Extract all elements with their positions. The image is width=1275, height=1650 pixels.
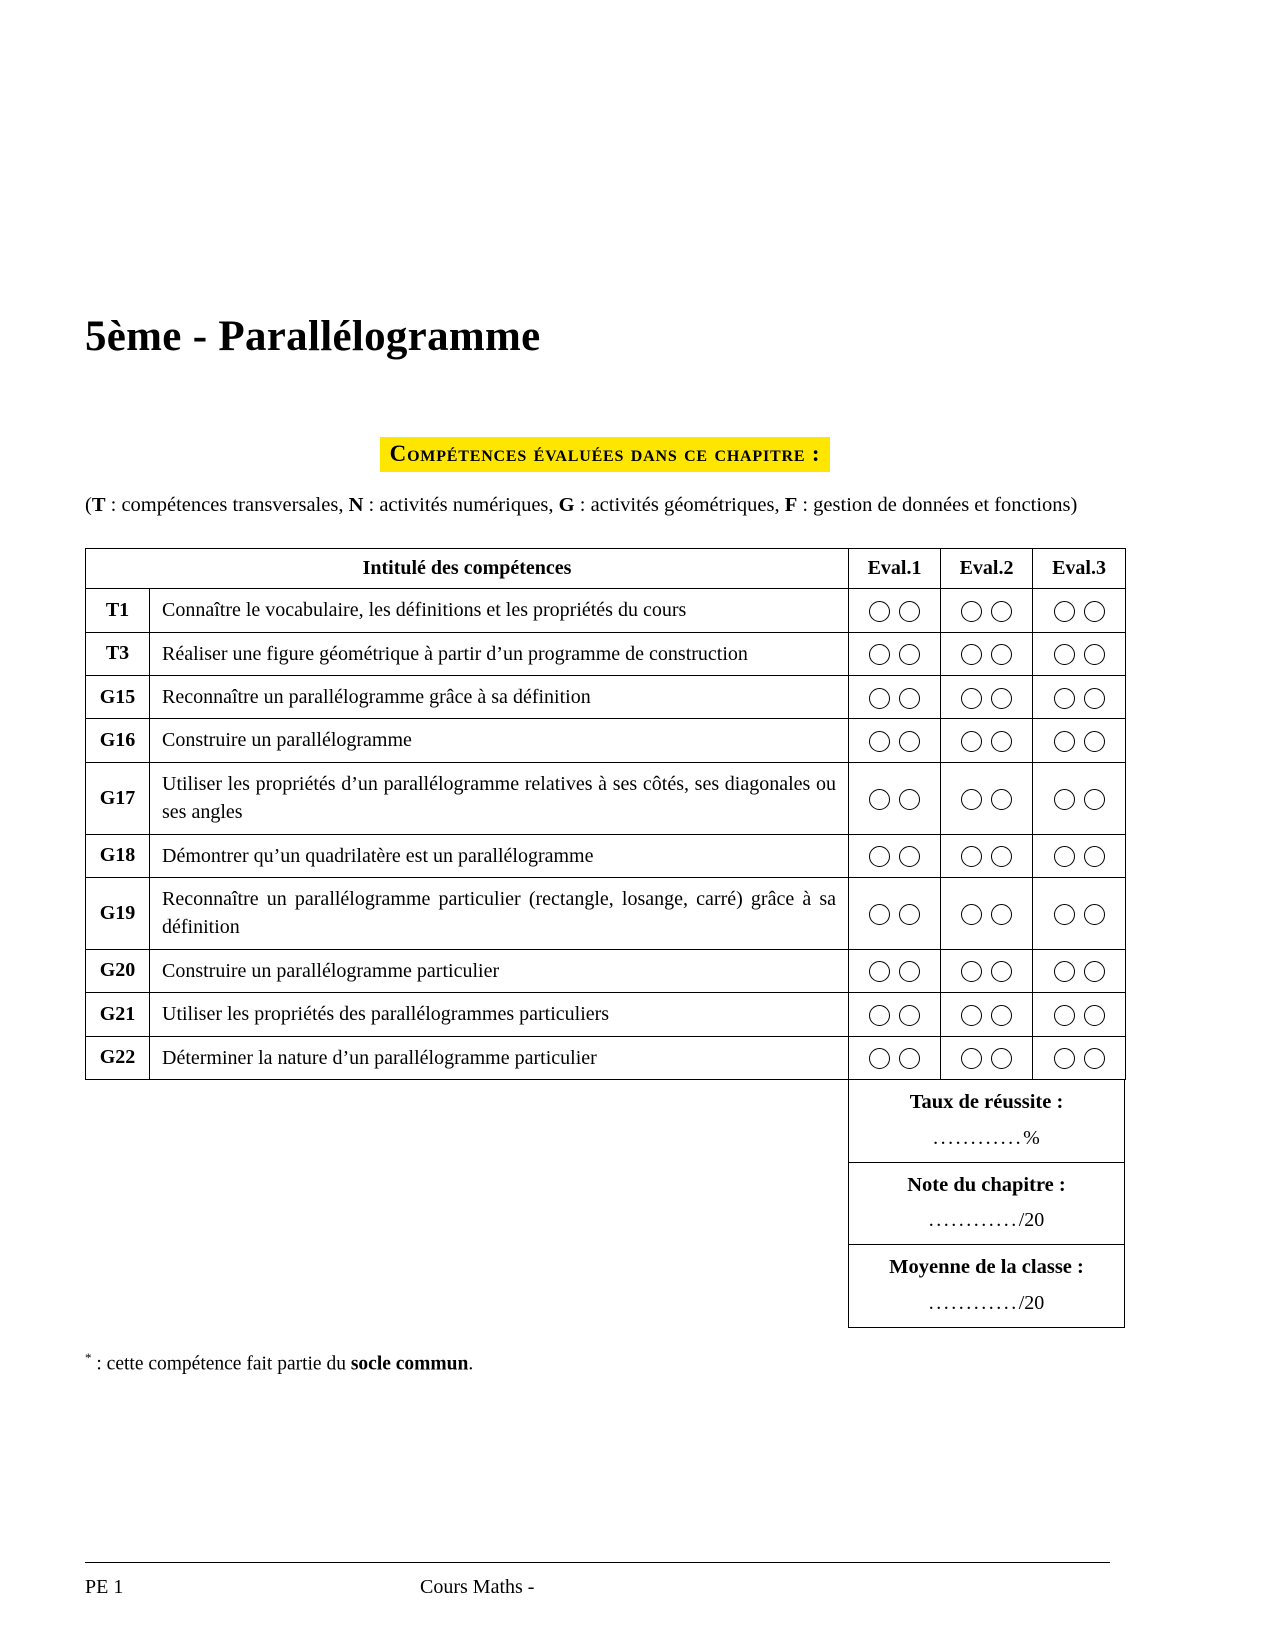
header-row xyxy=(86,549,1126,589)
summary-box-taux xyxy=(849,1080,1124,1162)
eval-circle-icon xyxy=(869,1048,890,1069)
eval-circle-icon xyxy=(869,601,890,622)
header-eval1: Eval.1 xyxy=(849,549,941,589)
intro-text: : activités géométriques, xyxy=(574,494,785,517)
intro-text: ( xyxy=(85,494,92,517)
intro-text: : compétences transversales, xyxy=(105,494,349,517)
eval-circle-icon xyxy=(1054,789,1075,810)
eval-circle-icon xyxy=(1084,644,1105,665)
table-row xyxy=(86,993,1126,1036)
eval-circle-icon xyxy=(1084,1048,1105,1069)
competence-code: G17 xyxy=(86,762,150,834)
eval-circle-icon xyxy=(1054,904,1075,925)
eval-circle-icon xyxy=(961,601,982,622)
eval-circle-icon xyxy=(869,904,890,925)
eval-circle-icon xyxy=(961,644,982,665)
eval2-cell xyxy=(941,589,1033,632)
competence-code: T1 xyxy=(86,589,150,632)
eval-circle-icon xyxy=(869,961,890,982)
table-row xyxy=(86,834,1126,877)
chapter-heading-highlight: Compétences évaluées dans ce chapitre : xyxy=(380,437,831,472)
intro-text: : gestion de données et fonctions) xyxy=(797,494,1078,517)
eval-circle-icon xyxy=(1054,731,1075,752)
footnote-star: * xyxy=(85,1350,92,1366)
eval1-cell xyxy=(849,589,941,632)
eval-circle-icon xyxy=(899,1048,920,1069)
eval3-cell xyxy=(1033,762,1126,834)
eval1-cell xyxy=(849,675,941,718)
eval-circle-icon xyxy=(899,904,920,925)
competence-code: G18 xyxy=(86,834,150,877)
eval1-cell xyxy=(849,834,941,877)
eval-circle-icon xyxy=(899,1005,920,1026)
competence-code: G19 xyxy=(86,877,150,949)
eval1-cell xyxy=(849,1036,941,1079)
header-eval2: Eval.2 xyxy=(941,549,1033,589)
eval-circle-icon xyxy=(1084,601,1105,622)
eval-circle-icon xyxy=(961,688,982,709)
summary-value xyxy=(849,1127,1124,1150)
page-title: 5ème - Parallélogramme xyxy=(85,313,541,360)
eval3-cell xyxy=(1033,1036,1126,1079)
competence-code: G20 xyxy=(86,949,150,992)
header-eval3: Eval.3 xyxy=(1033,549,1126,589)
table-row xyxy=(86,589,1126,632)
eval-circle-icon xyxy=(899,961,920,982)
eval-circle-icon xyxy=(1054,846,1075,867)
intro-bold-letter: T xyxy=(91,494,106,517)
competence-code: G15 xyxy=(86,675,150,718)
table-row xyxy=(86,675,1126,718)
eval-circle-icon xyxy=(991,904,1012,925)
eval1-cell xyxy=(849,949,941,992)
eval-circle-icon xyxy=(961,904,982,925)
eval-circle-icon xyxy=(899,846,920,867)
eval3-cell xyxy=(1033,993,1126,1036)
summary-label: Moyenne de la classe : xyxy=(889,1256,1084,1279)
table-row xyxy=(86,1036,1126,1079)
eval-circle-icon xyxy=(869,644,890,665)
eval3-cell xyxy=(1033,589,1126,632)
competence-label: Construire un parallélogramme xyxy=(150,719,849,762)
eval-circle-icon xyxy=(869,731,890,752)
dotted-line: ............ xyxy=(928,1292,1019,1315)
eval-circle-icon xyxy=(1084,846,1105,867)
competence-code: T3 xyxy=(86,632,150,675)
summary-value xyxy=(849,1209,1124,1232)
competence-code: G16 xyxy=(86,719,150,762)
eval-circle-icon xyxy=(1054,1005,1075,1026)
footnote-bold: socle commun xyxy=(350,1353,469,1375)
eval-circle-icon xyxy=(899,601,920,622)
summary-label: Taux de réussite : xyxy=(909,1090,1064,1113)
eval3-cell xyxy=(1033,949,1126,992)
dotted-line: ............ xyxy=(933,1126,1024,1149)
eval-circle-icon xyxy=(899,731,920,752)
eval-circle-icon xyxy=(991,731,1012,752)
competence-code: G22 xyxy=(86,1036,150,1079)
eval-circle-icon xyxy=(899,688,920,709)
eval1-cell xyxy=(849,877,941,949)
eval2-cell xyxy=(941,949,1033,992)
intro-bold-letter: F xyxy=(784,494,798,517)
eval2-cell xyxy=(941,1036,1033,1079)
summary-label: Note du chapitre : xyxy=(907,1173,1066,1196)
eval2-cell xyxy=(941,877,1033,949)
eval-circle-icon xyxy=(991,961,1012,982)
competence-label: Utiliser les propriétés d’un parallélogramme relatives à ses côtés, ses diagonales ou ses angles xyxy=(150,762,849,834)
competence-code: G21 xyxy=(86,993,150,1036)
eval2-cell xyxy=(941,719,1033,762)
eval-circle-icon xyxy=(869,789,890,810)
eval-circle-icon xyxy=(1054,1048,1075,1069)
competences-tbody xyxy=(86,589,1126,1080)
eval-circle-icon xyxy=(991,601,1012,622)
eval-circle-icon xyxy=(1054,601,1075,622)
eval2-cell xyxy=(941,675,1033,718)
page-footer xyxy=(85,1562,1110,1599)
footnote-period: . xyxy=(468,1353,474,1375)
eval-circle-icon xyxy=(961,961,982,982)
chapter-heading-wrap xyxy=(85,437,1125,472)
competence-label: Construire un parallélogramme particulier xyxy=(150,949,849,992)
competence-label: Déterminer la nature d’un parallélogramme particulier xyxy=(150,1036,849,1079)
eval-circle-icon xyxy=(991,1005,1012,1026)
eval-circle-icon xyxy=(991,846,1012,867)
table-row xyxy=(86,877,1126,949)
footnote xyxy=(85,1350,1125,1376)
eval-circle-icon xyxy=(1054,961,1075,982)
competence-label: Réaliser une figure géométrique à partir d’un programme de construction xyxy=(150,632,849,675)
eval-circle-icon xyxy=(1084,961,1105,982)
footer-left: PE 1 xyxy=(85,1576,124,1598)
eval-circle-icon xyxy=(961,1048,982,1069)
table-row xyxy=(86,719,1126,762)
header-intitule: Intitulé des compétences xyxy=(86,549,849,589)
table-row xyxy=(86,949,1126,992)
eval-circle-icon xyxy=(1084,688,1105,709)
competences-table-head xyxy=(86,549,1126,589)
eval1-cell xyxy=(849,632,941,675)
eval1-cell xyxy=(849,762,941,834)
eval-circle-icon xyxy=(1054,644,1075,665)
eval3-cell xyxy=(1033,719,1126,762)
eval-circle-icon xyxy=(961,789,982,810)
eval-circle-icon xyxy=(961,731,982,752)
eval-circle-icon xyxy=(1054,688,1075,709)
eval3-cell xyxy=(1033,877,1126,949)
eval-circle-icon xyxy=(991,644,1012,665)
footer-center: Cours Maths - xyxy=(420,1576,535,1598)
eval-circle-icon xyxy=(991,1048,1012,1069)
footnote-text: : cette compétence fait partie du xyxy=(91,1353,351,1375)
eval-circle-icon xyxy=(1084,731,1105,752)
summary-unit: % xyxy=(1023,1126,1040,1149)
eval1-cell xyxy=(849,993,941,1036)
eval2-cell xyxy=(941,834,1033,877)
eval-circle-icon xyxy=(869,1005,890,1026)
eval1-cell xyxy=(849,719,941,762)
competence-label: Utiliser les propriétés des parallélogrammes particuliers xyxy=(150,993,849,1036)
intro-bold-letter: N xyxy=(348,494,364,517)
table-row xyxy=(86,762,1126,834)
eval2-cell xyxy=(941,993,1033,1036)
summary-unit: /20 xyxy=(1018,1209,1045,1232)
eval-circle-icon xyxy=(991,789,1012,810)
intro-bold-letter: G xyxy=(558,494,575,517)
eval-circle-icon xyxy=(869,846,890,867)
document-content xyxy=(85,0,1125,1395)
competence-label: Connaître le vocabulaire, les définitions et les propriétés du cours xyxy=(150,589,849,632)
competence-label: Reconnaître un parallélogramme particulier (rectangle, losange, carré) grâce à sa définition xyxy=(150,877,849,949)
eval-circle-icon xyxy=(961,846,982,867)
eval-circle-icon xyxy=(869,688,890,709)
competences-table xyxy=(85,548,1126,1080)
eval2-cell xyxy=(941,762,1033,834)
table-row xyxy=(86,632,1126,675)
eval-circle-icon xyxy=(991,688,1012,709)
eval3-cell xyxy=(1033,675,1126,718)
summary-panel xyxy=(848,1080,1125,1328)
eval-circle-icon xyxy=(899,644,920,665)
summary-value xyxy=(849,1292,1124,1315)
competence-label: Démontrer qu’un quadrilatère est un parallélogramme xyxy=(150,834,849,877)
eval2-cell xyxy=(941,632,1033,675)
summary-unit: /20 xyxy=(1018,1292,1045,1315)
eval-circle-icon xyxy=(1084,1005,1105,1026)
intro-text: : activités numériques, xyxy=(363,494,559,517)
eval-circle-icon xyxy=(1084,904,1105,925)
intro-paragraph xyxy=(85,490,1125,522)
dotted-line: ............ xyxy=(928,1209,1019,1232)
competence-label: Reconnaître un parallélogramme grâce à sa définition xyxy=(150,675,849,718)
eval-circle-icon xyxy=(1084,789,1105,810)
eval-circle-icon xyxy=(899,789,920,810)
summary-box-moyenne xyxy=(849,1244,1124,1327)
eval3-cell xyxy=(1033,632,1126,675)
eval3-cell xyxy=(1033,834,1126,877)
eval-circle-icon xyxy=(961,1005,982,1026)
summary-box-note xyxy=(849,1162,1124,1245)
